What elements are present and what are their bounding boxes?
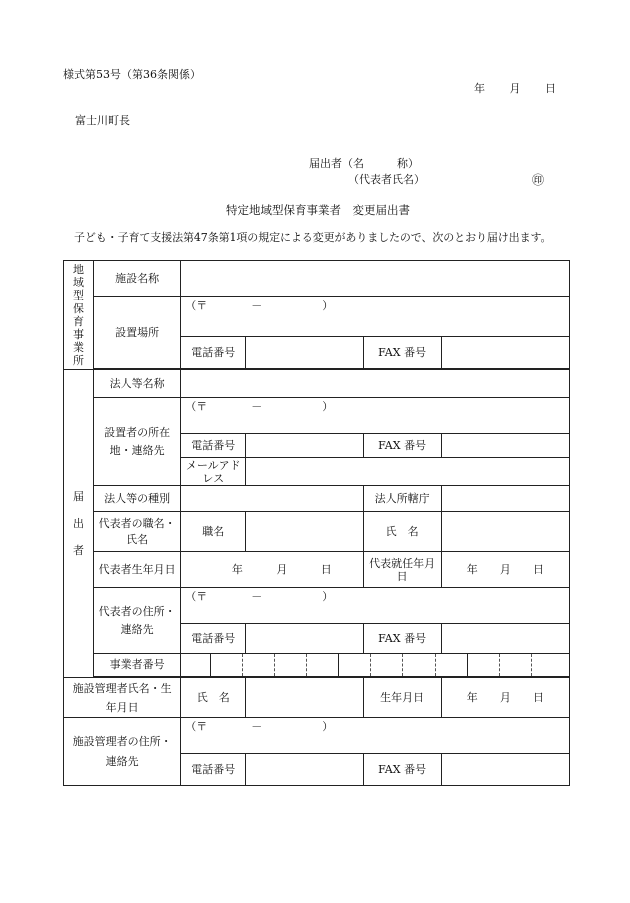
date-day: 日 [545,82,556,95]
manager-phone-label: 電話番号 [181,754,246,786]
form-number: 様式第53号（第36条関係） [63,68,201,81]
email-field[interactable] [246,458,570,486]
location-label: 設置場所 [94,297,181,369]
manager-postal-field[interactable]: （〒 － ） [181,718,570,754]
email-label: メールアドレス [181,458,246,486]
corp-fax-field[interactable] [441,434,569,458]
manager-label: 施設管理者氏名・生年月日 [64,678,181,718]
facility-name-label: 施設名称 [94,261,181,297]
seal-icon: ㊞ [532,173,545,187]
rep-birth-label: 代表者生年月日 [94,552,181,588]
business-number-label: 事業者番号 [94,654,181,677]
rep-name-field[interactable] [441,512,569,552]
rep-fax-field[interactable] [441,624,569,654]
corp-phone-label: 電話番号 [181,434,246,458]
rep-title-label: 代表者の職名・氏名 [94,512,181,552]
rep-phone-label: 電話番号 [181,624,246,654]
facility-name-field[interactable] [181,261,570,297]
rep-since-field[interactable]: 年 月 日 [441,552,569,588]
authority-field[interactable] [441,486,569,512]
rep-postal-field[interactable]: （〒 － ） [181,588,570,624]
manager-address-label: 施設管理者の住所・連絡先 [64,718,181,786]
notifier-label: 届出者（名 称） [309,157,419,170]
location-phone-field[interactable] [246,337,363,369]
corp-type-label: 法人等の種別 [94,486,181,512]
manager-phone-field[interactable] [246,754,363,786]
intro-text: 子ども・子育て支援法第47条第1項の規定による変更がありましたので、次のとおり届け出ます。 [74,231,552,244]
manager-birth-label: 生年月日 [363,678,441,718]
authority-label: 法人所轄庁 [363,486,441,512]
date-month: 月 [509,82,521,95]
section-facility-label: 地域型保育事業所 [64,261,94,370]
form-title: 特定地域型保育事業者 変更届出書 [226,203,410,217]
rep-name-label: 氏 名 [363,512,441,552]
corp-type-field[interactable] [181,486,363,512]
corp-address-label: 設置者の所在地・連絡先 [94,398,181,486]
notification-table [63,260,570,786]
manager-name-label: 氏 名 [181,678,246,718]
manager-fax-label: FAX 番号 [363,754,441,786]
manager-birth-field[interactable]: 年 月 日 [441,678,569,718]
notifier-rep-label: （代表者氏名） [348,173,425,186]
location-phone-label: 電話番号 [181,337,246,369]
header-date [474,80,556,96]
rep-birth-field[interactable]: 年 月 日 [181,552,363,588]
position-field[interactable] [246,512,363,552]
date-year: 年 [474,82,485,95]
corp-name-field[interactable] [181,370,570,398]
position-label: 職名 [181,512,246,552]
corp-postal-field[interactable]: （〒 － ） [181,398,570,434]
manager-fax-field[interactable] [441,754,569,786]
rep-fax-label: FAX 番号 [363,624,441,654]
corp-name-label: 法人等名称 [94,370,181,398]
location-fax-field[interactable] [441,337,569,369]
business-number-field[interactable] [181,654,570,677]
rep-since-label: 代表就任年月日 [363,552,441,588]
manager-name-field[interactable] [246,678,363,718]
corp-fax-label: FAX 番号 [363,434,441,458]
corp-phone-field[interactable] [246,434,363,458]
section-notifier-label: 届出者 [64,370,94,678]
rep-address-label: 代表者の住所・連絡先 [94,588,181,654]
rep-phone-field[interactable] [246,624,363,654]
location-fax-label: FAX 番号 [363,337,441,369]
location-postal-field[interactable]: （〒 － ） [181,297,570,337]
recipient: 富士川町長 [75,114,130,127]
